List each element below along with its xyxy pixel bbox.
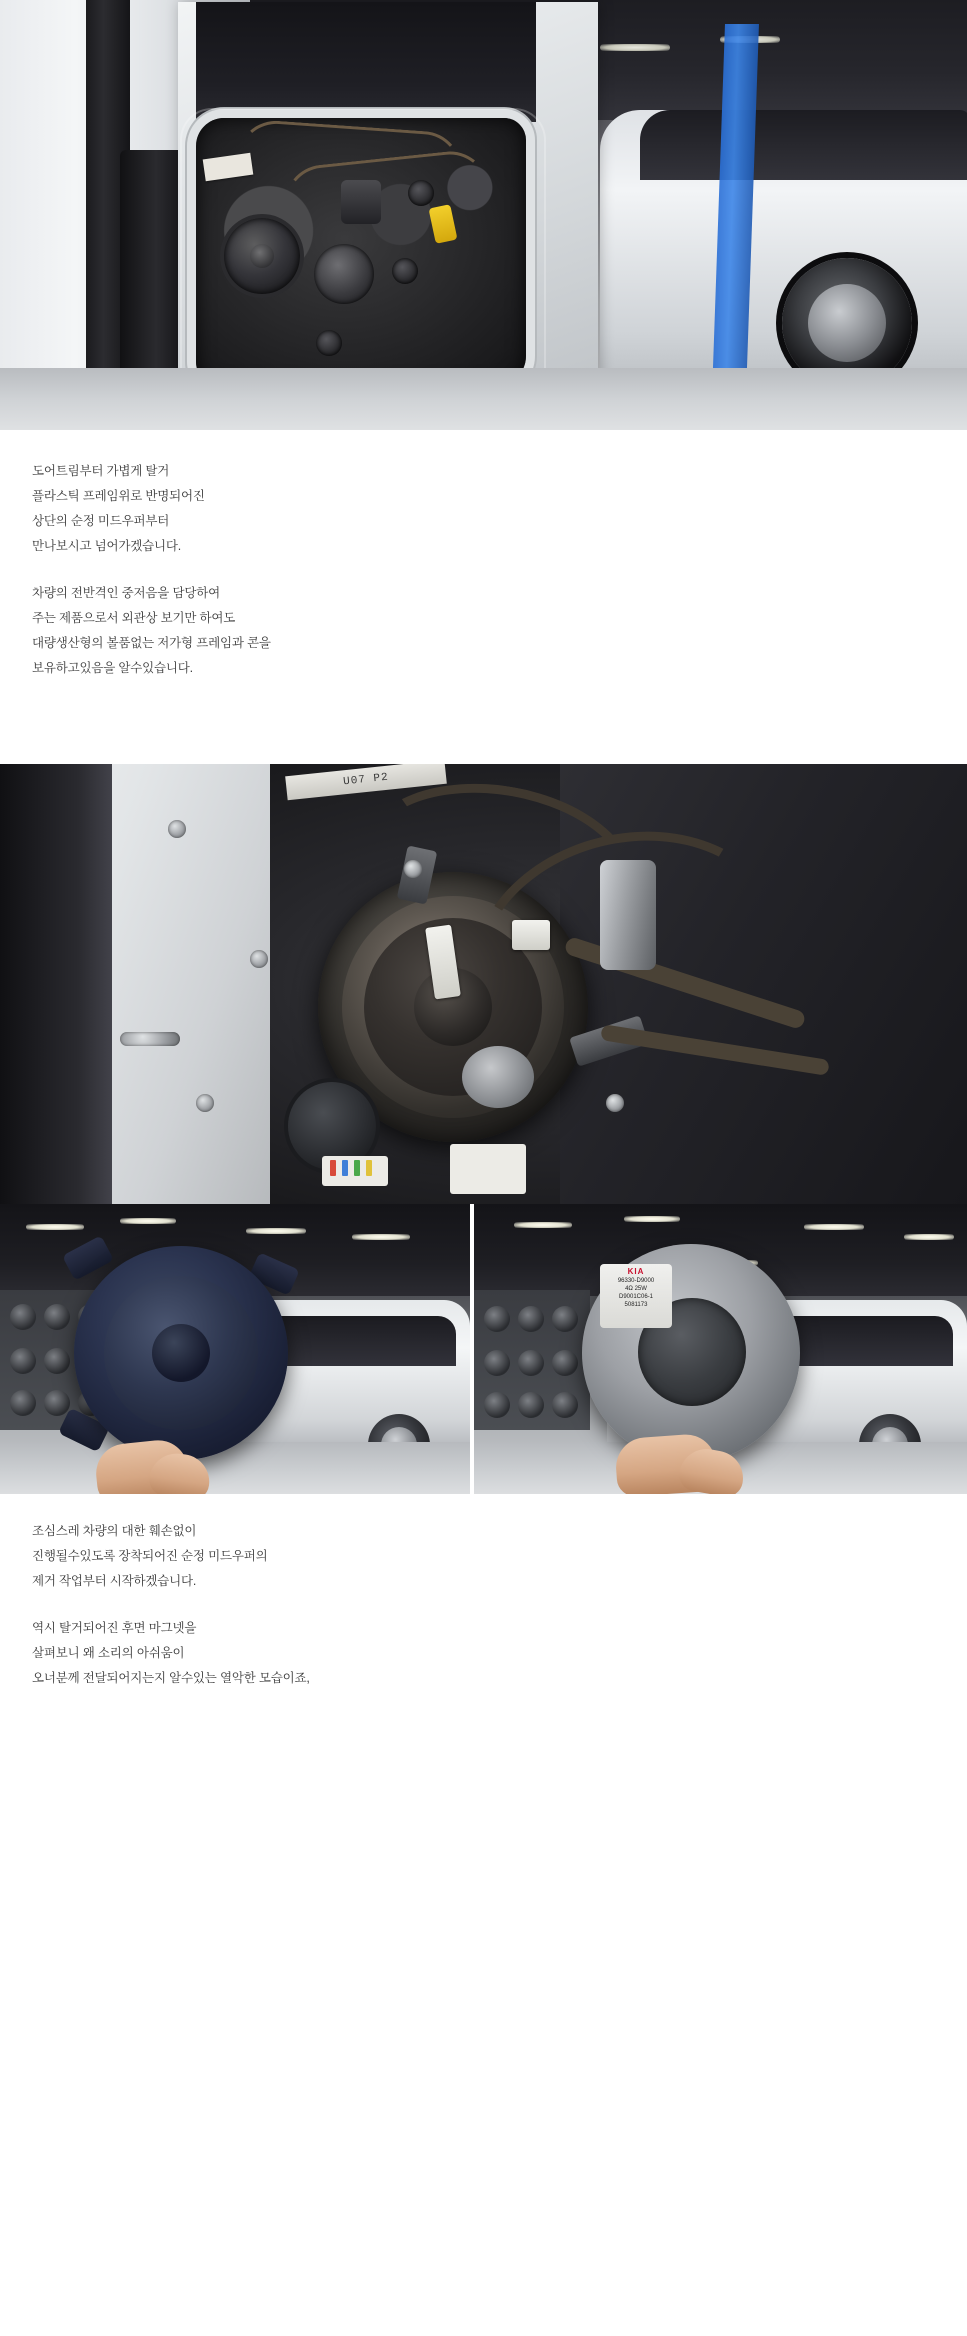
wire-pin	[330, 1160, 336, 1176]
paragraph-line: 오너분께 전달되어지는지 알수있는 열악한 모습이죠,	[32, 1671, 310, 1685]
paragraph-gap	[32, 1595, 935, 1617]
ceiling-light	[904, 1234, 954, 1240]
tire	[518, 1350, 544, 1376]
door-shadow-area	[0, 764, 112, 1204]
tire	[552, 1306, 578, 1332]
tire	[44, 1390, 70, 1416]
tire	[552, 1350, 578, 1376]
speaker-code: D9001C06-1	[618, 1294, 654, 1300]
removed-speaker-back	[582, 1244, 800, 1462]
section-3-text	[0, 1494, 967, 1702]
fastener	[250, 950, 268, 968]
paragraph-line: 조심스레 차량의 대한 훼손없이	[32, 1524, 197, 1538]
ceiling-light	[624, 1216, 680, 1222]
paragraph-line: 역시 탈거되어진 후면 마그넷을	[32, 1621, 197, 1635]
tire	[484, 1350, 510, 1376]
speaker-photo-pair	[0, 1204, 967, 1494]
door-seal-outline	[182, 110, 544, 408]
fastener	[606, 1094, 624, 1112]
tire	[44, 1304, 70, 1330]
showroom-floor	[0, 368, 967, 430]
background-vehicle-glass	[640, 110, 967, 180]
paragraph-line: 살펴보니 왜 소리의 아쉬움이	[32, 1646, 185, 1660]
tire	[518, 1392, 544, 1418]
speaker-back-magnet-photo	[474, 1204, 967, 1494]
speaker-brand: KIA	[627, 1267, 645, 1276]
paragraph-line: 주는 제품으로서 외관상 보기만 하여도	[32, 611, 236, 625]
paragraph-line: 대량생산형의 볼품없는 저가형 프레임과 콘을	[32, 636, 271, 650]
paragraph-line: 진행될수있도록 장착되어진 순정 미드우퍼의	[32, 1549, 268, 1563]
tire	[44, 1348, 70, 1374]
paragraph-line: 제거 작업부터 시작하겠습니다.	[32, 1574, 197, 1588]
speaker-spec-label	[600, 1264, 672, 1328]
section-spacer	[0, 692, 967, 764]
tire	[484, 1392, 510, 1418]
open-door-panel	[178, 2, 598, 430]
tire	[10, 1390, 36, 1416]
ceiling-light	[26, 1224, 84, 1230]
ceiling-light	[514, 1222, 572, 1228]
ceiling-light	[600, 44, 670, 51]
door-window-opening	[196, 2, 536, 122]
speaker-front-in-hand-photo	[0, 1204, 470, 1494]
speaker-dustcap	[152, 1324, 210, 1382]
wire-pin	[342, 1160, 348, 1176]
showroom-floor	[0, 1442, 470, 1494]
wire-pin	[366, 1160, 372, 1176]
speaker-impedance-power: 4Ω 25W	[625, 1286, 647, 1292]
speaker-serial: 5081173	[624, 1302, 648, 1308]
door-rod	[120, 1032, 180, 1046]
tire	[484, 1306, 510, 1332]
ceiling-light	[246, 1228, 306, 1234]
ceiling-light	[352, 1234, 410, 1240]
midwoofer-closeup-photo	[0, 764, 967, 1204]
ceiling-light	[120, 1218, 176, 1224]
section-1-text	[0, 430, 967, 692]
fastener	[196, 1094, 214, 1112]
speaker-part-number: 96330-D9000	[617, 1278, 655, 1284]
part-sticker: U07 P2	[285, 764, 447, 800]
tire-rack	[474, 1290, 590, 1430]
rubber-grommet	[462, 1046, 534, 1108]
paragraph-line: 상단의 순정 미드우퍼부터	[32, 514, 170, 528]
paragraph-line: 플라스틱 프레임위로 반명되어진	[32, 489, 205, 503]
ceiling-light	[804, 1224, 864, 1230]
tire	[552, 1392, 578, 1418]
paragraph-gap	[32, 560, 935, 582]
white-connector	[450, 1144, 526, 1194]
door-panel-removed-photo	[0, 0, 967, 430]
removed-speaker-front	[74, 1246, 288, 1460]
tire	[10, 1304, 36, 1330]
page-bottom-spacer	[0, 1702, 967, 1732]
paragraph-line: 도어트림부터 가볍게 탈거	[32, 464, 170, 478]
paragraph-line: 만나보시고 넘어가겠습니다.	[32, 539, 182, 553]
fastener	[168, 820, 186, 838]
tire	[518, 1306, 544, 1332]
window-motor	[600, 860, 656, 970]
paragraph-line: 차량의 전반격인 중저음을 담당하여	[32, 586, 220, 600]
paragraph-line: 보유하고있음을 알수있습니다.	[32, 661, 193, 675]
wire-pin	[354, 1160, 360, 1176]
tire	[10, 1348, 36, 1374]
